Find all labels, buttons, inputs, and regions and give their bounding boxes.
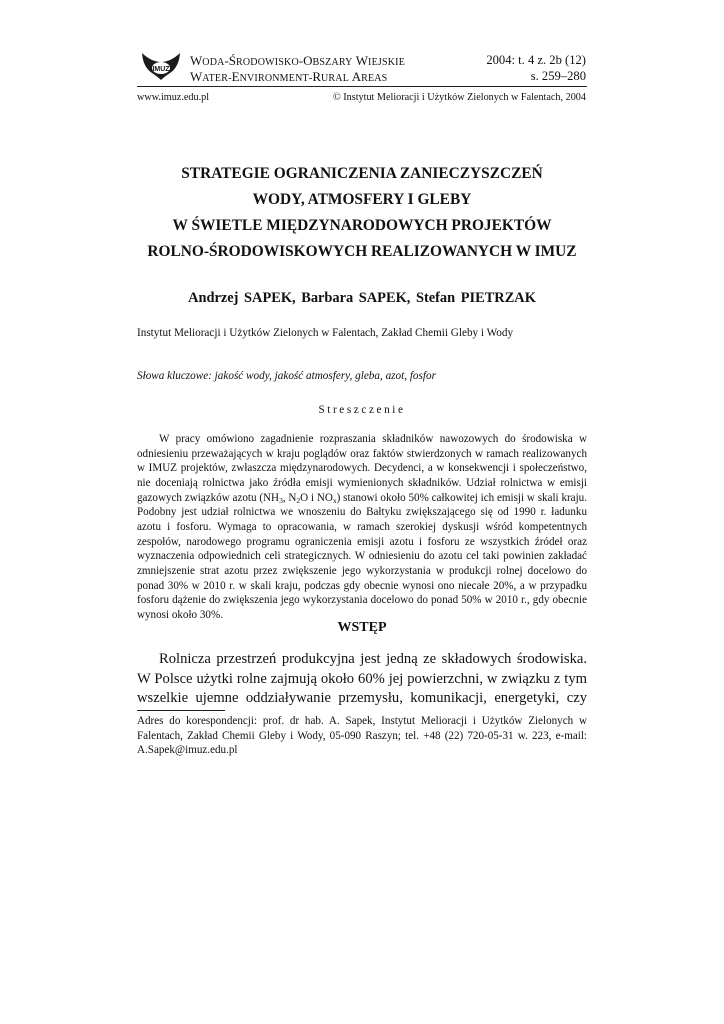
intro-paragraph: Rolnicza przestrzeń produkcyjna jest jedną ze składowych środowiska. W Polsce użytki rolne zajmują około 60% jej powierzchni, w związku z tym wszelkie ujemne oddziaływanie przemysłu, komunikacji, energetyki, czy [137,651,587,706]
footnote-rule [137,710,225,711]
keywords: Słowa kluczowe: jakość wody, jakość atmosfery, gleba, azot, fosfor [137,370,436,382]
website-link[interactable]: www.imuz.edu.pl [137,92,210,103]
logo-text: IMUZ [152,66,170,73]
title-line: ROLNO-ŚRODOWISKOWYCH REALIZOWANYCH W IMUZ [147,243,577,260]
title-line: WODY, ATMOSFERY I GLEBY [252,191,472,208]
journal-title [190,53,405,69]
affiliation: Instytut Melioracji i Użytków Zielonych w Falentach, Zakład Chemii Gleby i Wody [137,327,514,339]
imuz-logo [140,51,182,81]
section-heading: WSTĘP [337,620,387,635]
title-line: W ŚWIETLE MIĘDZYNARODOWYCH PROJEKTÓW [172,217,552,234]
copyright-notice: © Instytut Melioracji i Użytków Zielonych w Falentach, 2004 [332,92,586,103]
journal-title-line2: WATER-ENVIRONMENT-RURAL AREAS [190,69,388,84]
journal-subtitle [190,69,387,85]
authors: Andrzej SAPEK, Barbara SAPEK, Stefan PIETRZAK [188,290,536,306]
header-rule [137,86,587,87]
footnote: Adres do korespondencji: prof. dr hab. A. Sapek, Instytut Melioracji i Użytków Zielonych w Falentach, Zakład Chemii Gleby i Wody, 05-090 Raszyn; tel. +48 (22) 720-05-31 w. 223, e-mail: A.Sapek@imuz.edu.pl [137,715,587,757]
article-title [100,161,624,265]
abstract-text: W pracy omówiono zagadnienie rozpraszania składników nawozowych do środowiska w odniesieniu przeważających w kraju poglądów oraz faktów stwierdzonych w ramach realizowanych w IMUZ projektów, zwłaszcza międzynarodowych. Decydenci, a w konsekwencji i społeczeństwo, nie doceniają rolnictwa jako źródła emisji wymienionych składników. Udział rolnictwa w emisji gazowych związków azotu ($NH_3$, $N_2O$ i $NO_x$) stanowi około 50% całkowitej ich emisji w skali kraju. Podobny jest udział rolnictwa we wnoszeniu do Bałtyku zwiększającego się od 1990 r. ładunku azotu i fosforu. Wymaga to opracowania, w ramach szerokiej dyskusji wśród kompetentnych zespołów, narodowego programu ograniczenia emisji azotu i fosforu ze wszystkich źródeł oraz wyznaczenia odpowiednich celi strategicznych. W odniesieniu do azotu cel taki powinien zakładać zmniejszenie strat azotu przez zwiększenie jego wykorzystania w produkcji rolnej docelowo do ponad 30% w 2010 r. w skali kraju, podczas gdy obecnie wynosi ono niecałe 20%, a w przypadku fosforu dążenie do zwiększenia jego wykorzystania docelowo do ponad 50% w 2010 r., gdy obecnie wynosi około 30%. [137,433,588,621]
journal-title-line1: WODA-ŚRODOWISKO-OBSZARY WIEJSKIE [190,53,405,68]
abstract-heading: Streszczenie [318,404,406,416]
title-line: STRATEGIE OGRANICZENIA ZANIECZYSZCZEŃ [181,165,543,182]
page-range: s. 259–280 [530,69,586,83]
issue-info: 2004: t. 4 z. 2b (12) [486,53,586,67]
